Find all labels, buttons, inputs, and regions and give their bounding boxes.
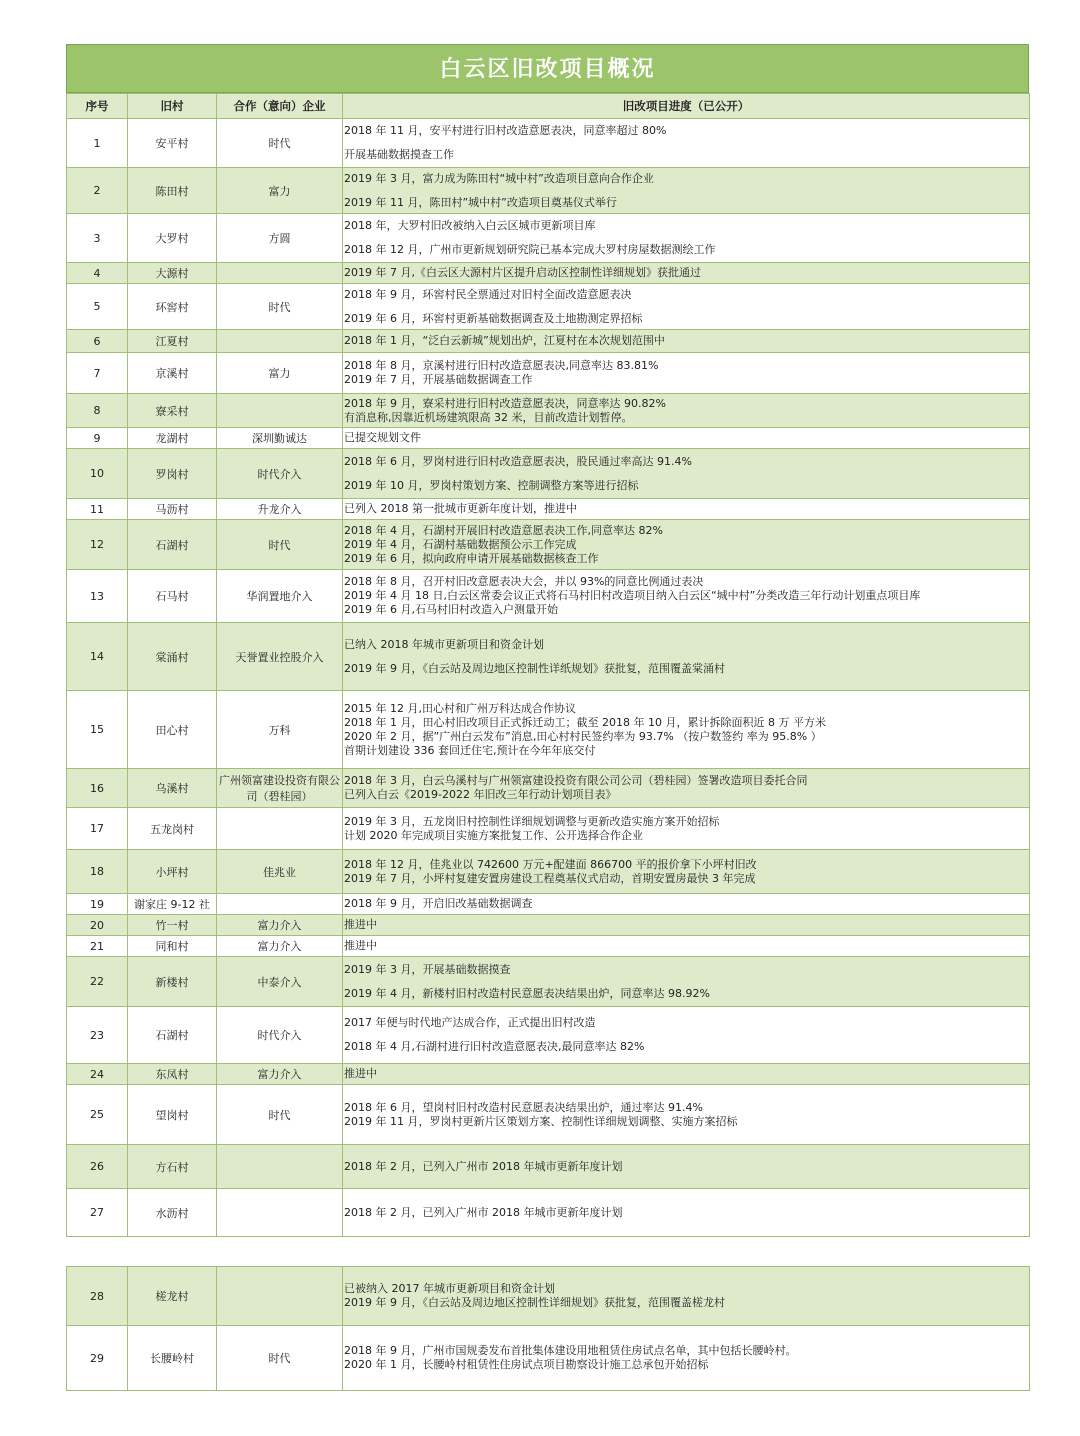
table-body-continued <box>67 1267 1030 1391</box>
row-company: 富力 <box>217 168 343 214</box>
row-no: 20 <box>67 915 128 936</box>
row-progress <box>343 1189 1030 1237</box>
row-no: 5 <box>67 284 128 330</box>
row-company: 深圳勤诚达 <box>217 428 343 449</box>
row-progress <box>343 353 1030 394</box>
row-company <box>217 894 343 915</box>
row-village: 京溪村 <box>128 353 217 394</box>
progress-line: 首期计划建设 336 套回迁住宅,预计在今年年底交付 <box>344 743 596 757</box>
table-body <box>67 119 1030 1237</box>
row-progress <box>343 1267 1030 1326</box>
row-company: 时代介入 <box>217 449 343 499</box>
row-company <box>217 330 343 353</box>
table-header-row <box>67 94 1030 119</box>
header-progress: 旧改项目进度（已公开） <box>343 94 1030 119</box>
row-company: 天誉置业控股介入 <box>217 623 343 691</box>
row-village: 龙湖村 <box>128 428 217 449</box>
line-gap <box>344 1030 1027 1040</box>
progress-line: 2015 年 12 月,田心村和广州万科达成合作协议 <box>344 701 576 715</box>
progress-line: 已列入白云《2019-2022 年旧改三年行动计划项目表》 <box>344 788 617 801</box>
progress-line: 2018 年 8 月，京溪村进行旧村改造意愿表决,同意率达 83.81% <box>344 359 659 372</box>
progress-line: 2020 年 2 月，据”广州白云发布”消息,田心村村民签约率为 93.7% （按户数签约 率为 95.8% ） <box>344 729 822 743</box>
progress-line: 2019 年 3 月，五龙岗旧村控制性详细规划调整与更新改造实施方案开始招标 <box>344 814 720 828</box>
row-company: 佳兆业 <box>217 850 343 894</box>
progress-line: 2018 年 2 月，已列入广州市 2018 年城市更新年度计划 <box>344 1159 623 1173</box>
row-progress <box>343 284 1030 330</box>
row-progress <box>343 957 1030 1007</box>
row-no: 4 <box>67 263 128 284</box>
table-row <box>67 1326 1030 1391</box>
row-village: 东凤村 <box>128 1064 217 1085</box>
row-village: 小坪村 <box>128 850 217 894</box>
progress-line: 2018 年 4 月,石湖村进行旧村改造意愿表决,最同意率达 82% <box>344 1040 645 1053</box>
line-gap <box>344 469 1027 479</box>
row-no: 10 <box>67 449 128 499</box>
line-gap <box>344 233 1027 243</box>
row-company <box>217 263 343 284</box>
progress-line: 推进中 <box>344 1067 377 1080</box>
progress-line: 2019 年 6 月,石马村旧村改造入户测量开始 <box>344 603 558 616</box>
progress-line: 2018 年 1 月，田心村旧改项目正式拆迁动工；截至 2018 年 10 月，累计拆除面积近 8 万 平方米 <box>344 715 826 729</box>
progress-line: 2018 年 6 月，望岗村旧村改造村民意愿表决结果出炉，通过率达 91.4% <box>344 1100 703 1114</box>
line-gap <box>344 138 1027 148</box>
progress-line: 2019 年 11 月，罗岗村更新片区策划方案、控制性详细规划调整、实施方案招标 <box>344 1114 738 1128</box>
progress-line: 已提交规划文件 <box>344 431 421 444</box>
row-progress <box>343 263 1030 284</box>
progress-line: 2018 年，大罗村旧改被纳入白云区城市更新项目库 <box>344 219 596 232</box>
row-village: 乌溪村 <box>128 769 217 808</box>
row-no: 21 <box>67 936 128 957</box>
row-progress <box>343 330 1030 353</box>
row-village: 安平村 <box>128 119 217 168</box>
table-row <box>67 428 1030 449</box>
progress-line: 2020 年 1 月，长腰岭村租赁性住房试点项目勘察设计施工总承包开始招标 <box>344 1358 709 1371</box>
progress-line: 2019 年 6 月，环窖村更新基础数据调查及土地勘测定界招标 <box>344 311 643 325</box>
progress-line: 2019 年 7 月，小坪村复建安置房建设工程奠基仪式启动，首期安置房最快 3 年完成 <box>344 871 756 885</box>
row-no: 25 <box>67 1085 128 1145</box>
row-village: 大源村 <box>128 263 217 284</box>
progress-line: 2018 年 9 月，环窖村民全票通过对旧村全面改造意愿表决 <box>344 287 632 301</box>
row-company <box>217 394 343 428</box>
row-village: 石湖村 <box>128 520 217 570</box>
row-village: 寮采村 <box>128 394 217 428</box>
row-no: 7 <box>67 353 128 394</box>
row-village: 罗岗村 <box>128 449 217 499</box>
row-village: 马沥村 <box>128 499 217 520</box>
progress-line: 2017 年便与时代地产达成合作，正式提出旧村改造 <box>344 1016 596 1029</box>
table-row <box>67 1007 1030 1064</box>
row-village: 环窖村 <box>128 284 217 330</box>
table-row <box>67 214 1030 263</box>
table-row <box>67 570 1030 623</box>
row-company: 富力介入 <box>217 936 343 957</box>
progress-line: 2018 年 6 月，罗岗村进行旧村改造意愿表决，股民通过率高达 91.4% <box>344 454 692 468</box>
row-company: 方圆 <box>217 214 343 263</box>
row-no: 15 <box>67 691 128 769</box>
table-row <box>67 769 1030 808</box>
row-no: 24 <box>67 1064 128 1085</box>
row-no: 8 <box>67 394 128 428</box>
table-row <box>67 623 1030 691</box>
progress-line: 2018 年 9 月，广州市国规委发布首批集体建设用地租赁住房试点名单，其中包括长腰岭村。 <box>344 1344 797 1357</box>
progress-line: 计划 2020 年完成项目实施方案批复工作、公开选择合作企业 <box>344 828 643 842</box>
projects-table <box>66 93 1030 1237</box>
row-company <box>217 1267 343 1326</box>
row-company: 时代 <box>217 1326 343 1391</box>
row-progress <box>343 168 1030 214</box>
progress-line: 2019 年 9 月，《白云站及周边地区控制性详细规划》获批复，范围覆盖槎龙村 <box>344 1296 725 1309</box>
table-row <box>67 284 1030 330</box>
table-row <box>67 808 1030 850</box>
header-village: 旧村 <box>128 94 217 119</box>
projects-table-continued <box>66 1266 1030 1391</box>
table-row <box>67 449 1030 499</box>
row-no: 11 <box>67 499 128 520</box>
row-company: 万科 <box>217 691 343 769</box>
row-village: 望岗村 <box>128 1085 217 1145</box>
table-row <box>67 957 1030 1007</box>
row-village: 大罗村 <box>128 214 217 263</box>
row-progress <box>343 119 1030 168</box>
table-row <box>67 168 1030 214</box>
row-progress <box>343 850 1030 894</box>
row-no: 1 <box>67 119 128 168</box>
row-progress <box>343 769 1030 808</box>
progress-line: 2019 年 7 月，开展基础数据调查工作 <box>344 373 533 386</box>
row-progress <box>343 623 1030 691</box>
row-village: 方石村 <box>128 1145 217 1189</box>
row-no: 27 <box>67 1189 128 1237</box>
row-village: 谢家庄 9-12 社 <box>128 894 217 915</box>
table-row <box>67 1189 1030 1237</box>
row-progress <box>343 1326 1030 1391</box>
row-no: 26 <box>67 1145 128 1189</box>
table-row <box>67 394 1030 428</box>
row-company <box>217 1189 343 1237</box>
row-village: 江夏村 <box>128 330 217 353</box>
row-company: 时代介入 <box>217 1007 343 1064</box>
progress-line: 2018 年 12 月，佳兆业以 742600 万元+配建面 866700 平的报价拿下小坪村旧改 <box>344 857 757 871</box>
line-gap <box>344 302 1027 312</box>
row-company: 中泰介入 <box>217 957 343 1007</box>
table-row <box>67 119 1030 168</box>
row-no: 22 <box>67 957 128 1007</box>
row-company <box>217 808 343 850</box>
row-no: 14 <box>67 623 128 691</box>
row-company: 时代 <box>217 1085 343 1145</box>
row-village: 棠涌村 <box>128 623 217 691</box>
row-village: 石马村 <box>128 570 217 623</box>
progress-line: 2018 年 12 月，广州市更新规划研究院已基本完成大罗村房屋数据测绘工作 <box>344 243 716 256</box>
row-no: 29 <box>67 1326 128 1391</box>
row-no: 18 <box>67 850 128 894</box>
row-company: 富力 <box>217 353 343 394</box>
row-progress <box>343 1145 1030 1189</box>
table-row <box>67 1085 1030 1145</box>
row-progress <box>343 520 1030 570</box>
progress-line: 2019 年 3 月，开展基础数据摸查 <box>344 962 511 976</box>
row-progress <box>343 570 1030 623</box>
table-row <box>67 353 1030 394</box>
row-no: 17 <box>67 808 128 850</box>
row-no: 19 <box>67 894 128 915</box>
main-sheet <box>66 44 1029 1237</box>
progress-line: 已列入 2018 第一批城市更新年度计划，推进中 <box>344 502 577 515</box>
progress-line: 开展基础数据摸查工作 <box>344 148 454 161</box>
row-company: 广州领富建设投资有限公司（碧桂园） <box>217 769 343 808</box>
progress-line: 2019 年 7 月,《白云区大源村片区提升启动区控制性详细规划》获批通过 <box>344 266 701 279</box>
progress-line: 2019 年 9 月，《白云站及周边地区控制性详纸规划》获批复，范围覆盖棠涌村 <box>344 661 725 675</box>
row-progress <box>343 1064 1030 1085</box>
row-company: 时代 <box>217 520 343 570</box>
row-progress <box>343 428 1030 449</box>
progress-line: 2018 年 2 月，已列入广州市 2018 年城市更新年度计划 <box>344 1205 623 1219</box>
row-company <box>217 1145 343 1189</box>
table-row <box>67 330 1030 353</box>
progress-line: 2018 年 1 月，“泛白云新城”规划出炉，江夏村在本次规划范围中 <box>344 334 665 347</box>
progress-line: 2018 年 9 月，开启旧改基础数据调查 <box>344 897 533 910</box>
row-progress <box>343 394 1030 428</box>
row-village: 五龙岗村 <box>128 808 217 850</box>
table-row <box>67 936 1030 957</box>
line-gap <box>344 977 1027 987</box>
row-village: 新楼村 <box>128 957 217 1007</box>
row-company: 富力介入 <box>217 1064 343 1085</box>
progress-line: 2018 年 8 月，召开村旧改意愿表决大会，并以 93%的同意比例通过表决 <box>344 575 704 588</box>
table-row <box>67 915 1030 936</box>
progress-line: 已纳入 2018 年城市更新项目和资金计划 <box>344 637 544 651</box>
row-village: 同和村 <box>128 936 217 957</box>
row-village: 槎龙村 <box>128 1267 217 1326</box>
progress-line: 2019 年 4 月 18 日,白云区常委会议正式将石马村旧村改造项目纳入白云区“城中村”分类改造三年行动计划重点项目库 <box>344 589 921 602</box>
table-row <box>67 263 1030 284</box>
header-company: 合作（意向）企业 <box>217 94 343 119</box>
table-row <box>67 520 1030 570</box>
row-progress <box>343 808 1030 850</box>
row-progress <box>343 214 1030 263</box>
table-row <box>67 499 1030 520</box>
row-village: 水沥村 <box>128 1189 217 1237</box>
row-progress <box>343 1007 1030 1064</box>
row-village: 长腰岭村 <box>128 1326 217 1391</box>
row-no: 12 <box>67 520 128 570</box>
header-no: 序号 <box>67 94 128 119</box>
row-progress <box>343 691 1030 769</box>
page-title: 白云区旧改项目概况 <box>66 44 1029 93</box>
row-village: 陈田村 <box>128 168 217 214</box>
progress-line: 2018 年 9 月，寮采村进行旧村改造意愿表决，同意率达 90.82% <box>344 396 666 410</box>
row-no: 13 <box>67 570 128 623</box>
row-progress <box>343 915 1030 936</box>
row-no: 3 <box>67 214 128 263</box>
row-no: 2 <box>67 168 128 214</box>
row-village: 石湖村 <box>128 1007 217 1064</box>
row-company: 升龙介入 <box>217 499 343 520</box>
progress-line: 2019 年 10 月，罗岗村策划方案、控制调整方案等进行招标 <box>344 478 639 492</box>
line-gap <box>344 186 1027 196</box>
row-no: 28 <box>67 1267 128 1326</box>
progress-line: 2019 年 6 月，拟向政府申请开展基础数据核查工作 <box>344 551 599 565</box>
progress-line: 推进中 <box>344 918 377 931</box>
row-no: 6 <box>67 330 128 353</box>
line-gap <box>344 652 1027 662</box>
progress-line: 已被纳入 2017 年城市更新项目和资金计划 <box>344 1282 555 1295</box>
row-progress <box>343 1085 1030 1145</box>
row-company: 富力介入 <box>217 915 343 936</box>
row-company: 时代 <box>217 284 343 330</box>
progress-line: 2019 年 3 月，富力成为陈田村“城中村”改造项目意向合作企业 <box>344 171 654 185</box>
table-row <box>67 1267 1030 1326</box>
row-progress <box>343 499 1030 520</box>
table-row <box>67 691 1030 769</box>
table-row <box>67 894 1030 915</box>
table-row <box>67 1064 1030 1085</box>
table-row <box>67 850 1030 894</box>
row-no: 23 <box>67 1007 128 1064</box>
progress-line: 2019 年 11 月，陈田村”城中村”改造项目奠基仪式举行 <box>344 195 617 209</box>
table-row <box>67 1145 1030 1189</box>
row-village: 田心村 <box>128 691 217 769</box>
row-progress <box>343 894 1030 915</box>
row-progress <box>343 449 1030 499</box>
row-no: 9 <box>67 428 128 449</box>
progress-line: 推进中 <box>344 939 377 952</box>
progress-line: 2019 年 4 月，新楼村旧村改造村民意愿表决结果出炉，同意率达 98.92% <box>344 986 710 1000</box>
progress-line: 有消息称,因靠近机场建筑限高 32 米，目前改造计划暂停。 <box>344 410 633 424</box>
row-village: 竹一村 <box>128 915 217 936</box>
row-no: 16 <box>67 769 128 808</box>
row-company: 时代 <box>217 119 343 168</box>
row-progress <box>343 936 1030 957</box>
row-company: 华润置地介入 <box>217 570 343 623</box>
progress-line: 2018 年 11 月，安平村进行旧村改造意愿表决，同意率超过 80% <box>344 124 667 137</box>
progress-line: 2018 年 4 月，石湖村开展旧村改造意愿表决工作,同意率达 82% <box>344 523 663 537</box>
progress-line: 2018 年 3 月，白云乌溪村与广州领富建设投资有限公司公司（碧桂园）签署改造项目委托合同 <box>344 774 808 787</box>
progress-line: 2019 年 4 月，石湖村基础数据预公示工作完成 <box>344 537 577 551</box>
